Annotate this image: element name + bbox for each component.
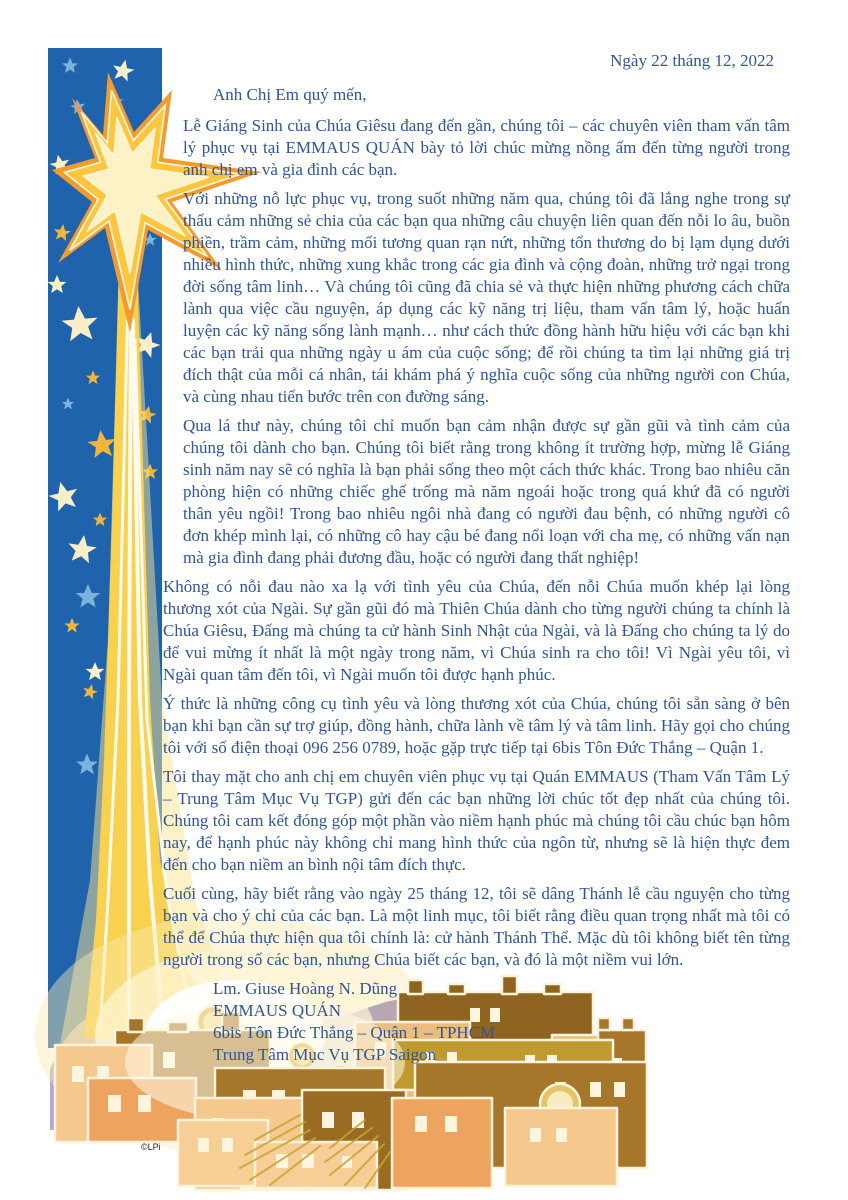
letter-paragraph: Với những nỗ lực phục vụ, trong suốt những năm qua, chúng tôi đã lắng nghe trong sự thấu cảm những sẻ chia của các bạn qua những câu chuyện liên quan đến nỗi lo âu, buồn phiền, trầm cảm, những mối tương quan rạn nứt, những tổn thương do bị lạm dụng dưới nhiều hình thức, những xung khắc trong các gia đình và cộng đoàn, những trở ngại trong đời sống tâm linh… Và chúng tôi cũng đã chia sẻ và thực hiện những phương cách chữa lành qua việc cầu nguyện, áp dụng các kỹ năng trị liệu, tham vấn tâm lý, hoặc huấn luyện các kỹ năng sống lành mạnh… như cách thức đồng hành hữu hiệu với các bạn khi các bạn trải qua những ngày u ám của cuộc sống; để rồi chúng ta tìm lại những giá trị đích thật của mỗi cá nhân, tái khám phá ý nghĩa cuộc sống của những người con Chúa, và cùng nhau tiến bước trên con đường sáng. <box>183 189 790 406</box>
copyright-credit: ©LPi <box>141 1142 161 1152</box>
letter-body <box>163 50 790 1066</box>
letter-paragraph: Không có nỗi đau nào xa lạ với tình yêu của Chúa, đến nỗi Chúa muốn khép lại lòng thương xót của Ngài. Sự gần gũi đó mà Thiên Chúa dành cho từng người chúng ta chính là Chúa Giêsu, Đấng mà chúng ta cử hành Sinh Nhật của Ngài, và là Đấng cho chúng ta lý do để vui mừng ít nhất là một ngày trong năm, vì Chúa sinh ra cho tôi! Vì Ngài yêu tôi, vì Ngài quan tâm đến tôi, vì Ngài muốn tôi được hạnh phúc. <box>163 577 790 684</box>
signature-block <box>163 978 790 1066</box>
signature-line: Trung Tâm Mục Vụ TGP Saigon <box>213 1045 437 1064</box>
letter-paragraph: Cuối cùng, hãy biết rằng vào ngày 25 tháng 12, tôi sẽ dâng Thánh lễ cầu nguyện cho từng bạn và cho ý chỉ của các bạn. Là một linh mục, tôi biết rằng điều quan trọng nhất mà tôi có thể để Chúa thực hiện qua tôi chính là: cử hành Thánh Thể. Mặc dù tôi không biết tên từng người trong số các bạn, nhưng Chúa biết các bạn, và đó là một niềm vui lớn. <box>163 884 790 969</box>
letter-paragraph: Qua lá thư này, chúng tôi chỉ muốn bạn cảm nhận được sự gần gũi và tình cảm của chúng tôi dành cho bạn. Chúng tôi biết rằng trong không ít trường hợp, mừng lễ Giáng sinh năm nay sẽ có nghĩa là bạn phải sống theo một cách thức khác. Trong bao nhiêu căn phòng hiện có những chiếc ghế trống mà năm ngoái hoặc trong quá khứ đã có người thân yêu ngồi! Trong bao nhiêu ngôi nhà đang có người đau bệnh, có những người cô đơn khép mình lại, có những cô hay cậu bé đang nổi loạn với cha mẹ, có những vấn nạn mà gia đình đang phải đương đầu, hoặc có người đang thất nghiệp! <box>183 416 790 567</box>
signature-line: EMMAUS QUÁN <box>213 1001 341 1020</box>
letter-paragraph: Lễ Giáng Sinh của Chúa Giêsu đang đến gần, chúng tôi – các chuyên viên tham vấn tâm lý phục vụ tại EMMAUS QUÁN bày tỏ lời chúc mừng nồng ấm đến từng người trong anh chị em và gia đình các bạn. <box>183 116 790 179</box>
signature-line: 6bis Tôn Đức Thắng – Quận 1 – TPHCM <box>213 1023 496 1042</box>
letter-date: Ngày 22 tháng 12, 2022 <box>610 51 774 70</box>
letter-paragraph: Tôi thay mặt cho anh chị em chuyên viên phục vụ tại Quán EMMAUS (Tham Vấn Tâm Lý – Trung Tâm Mục Vụ TGP) gửi đến các bạn những lời chúc tốt đẹp nhất của chúng tôi. Chúng tôi cam kết đóng góp một phần vào niềm hạnh phúc mà chúng tôi cầu chúc bạn hôm nay, để hạnh phúc này không chỉ mang hình thức của ngôn từ, nhưng sẽ là hiện thực đem đến cho bạn niềm an bình nội tâm đích thực. <box>163 767 790 874</box>
letter-paragraph: Ý thức là những công cụ tình yêu và lòng thương xót của Chúa, chúng tôi sẵn sàng ở bên bạn khi bạn cần sự trợ giúp, đồng hành, chữa lành về tâm lý và tâm linh. Hãy gọi cho chúng tôi với số điện thoại 096 256 0789, hoặc gặp trực tiếp tại 6bis Tôn Đức Thắng – Quận 1. <box>163 694 790 757</box>
letter-salutation: Anh Chị Em quý mến, <box>213 85 367 104</box>
signature-line: Lm. Giuse Hoàng N. Dũng <box>213 979 398 998</box>
